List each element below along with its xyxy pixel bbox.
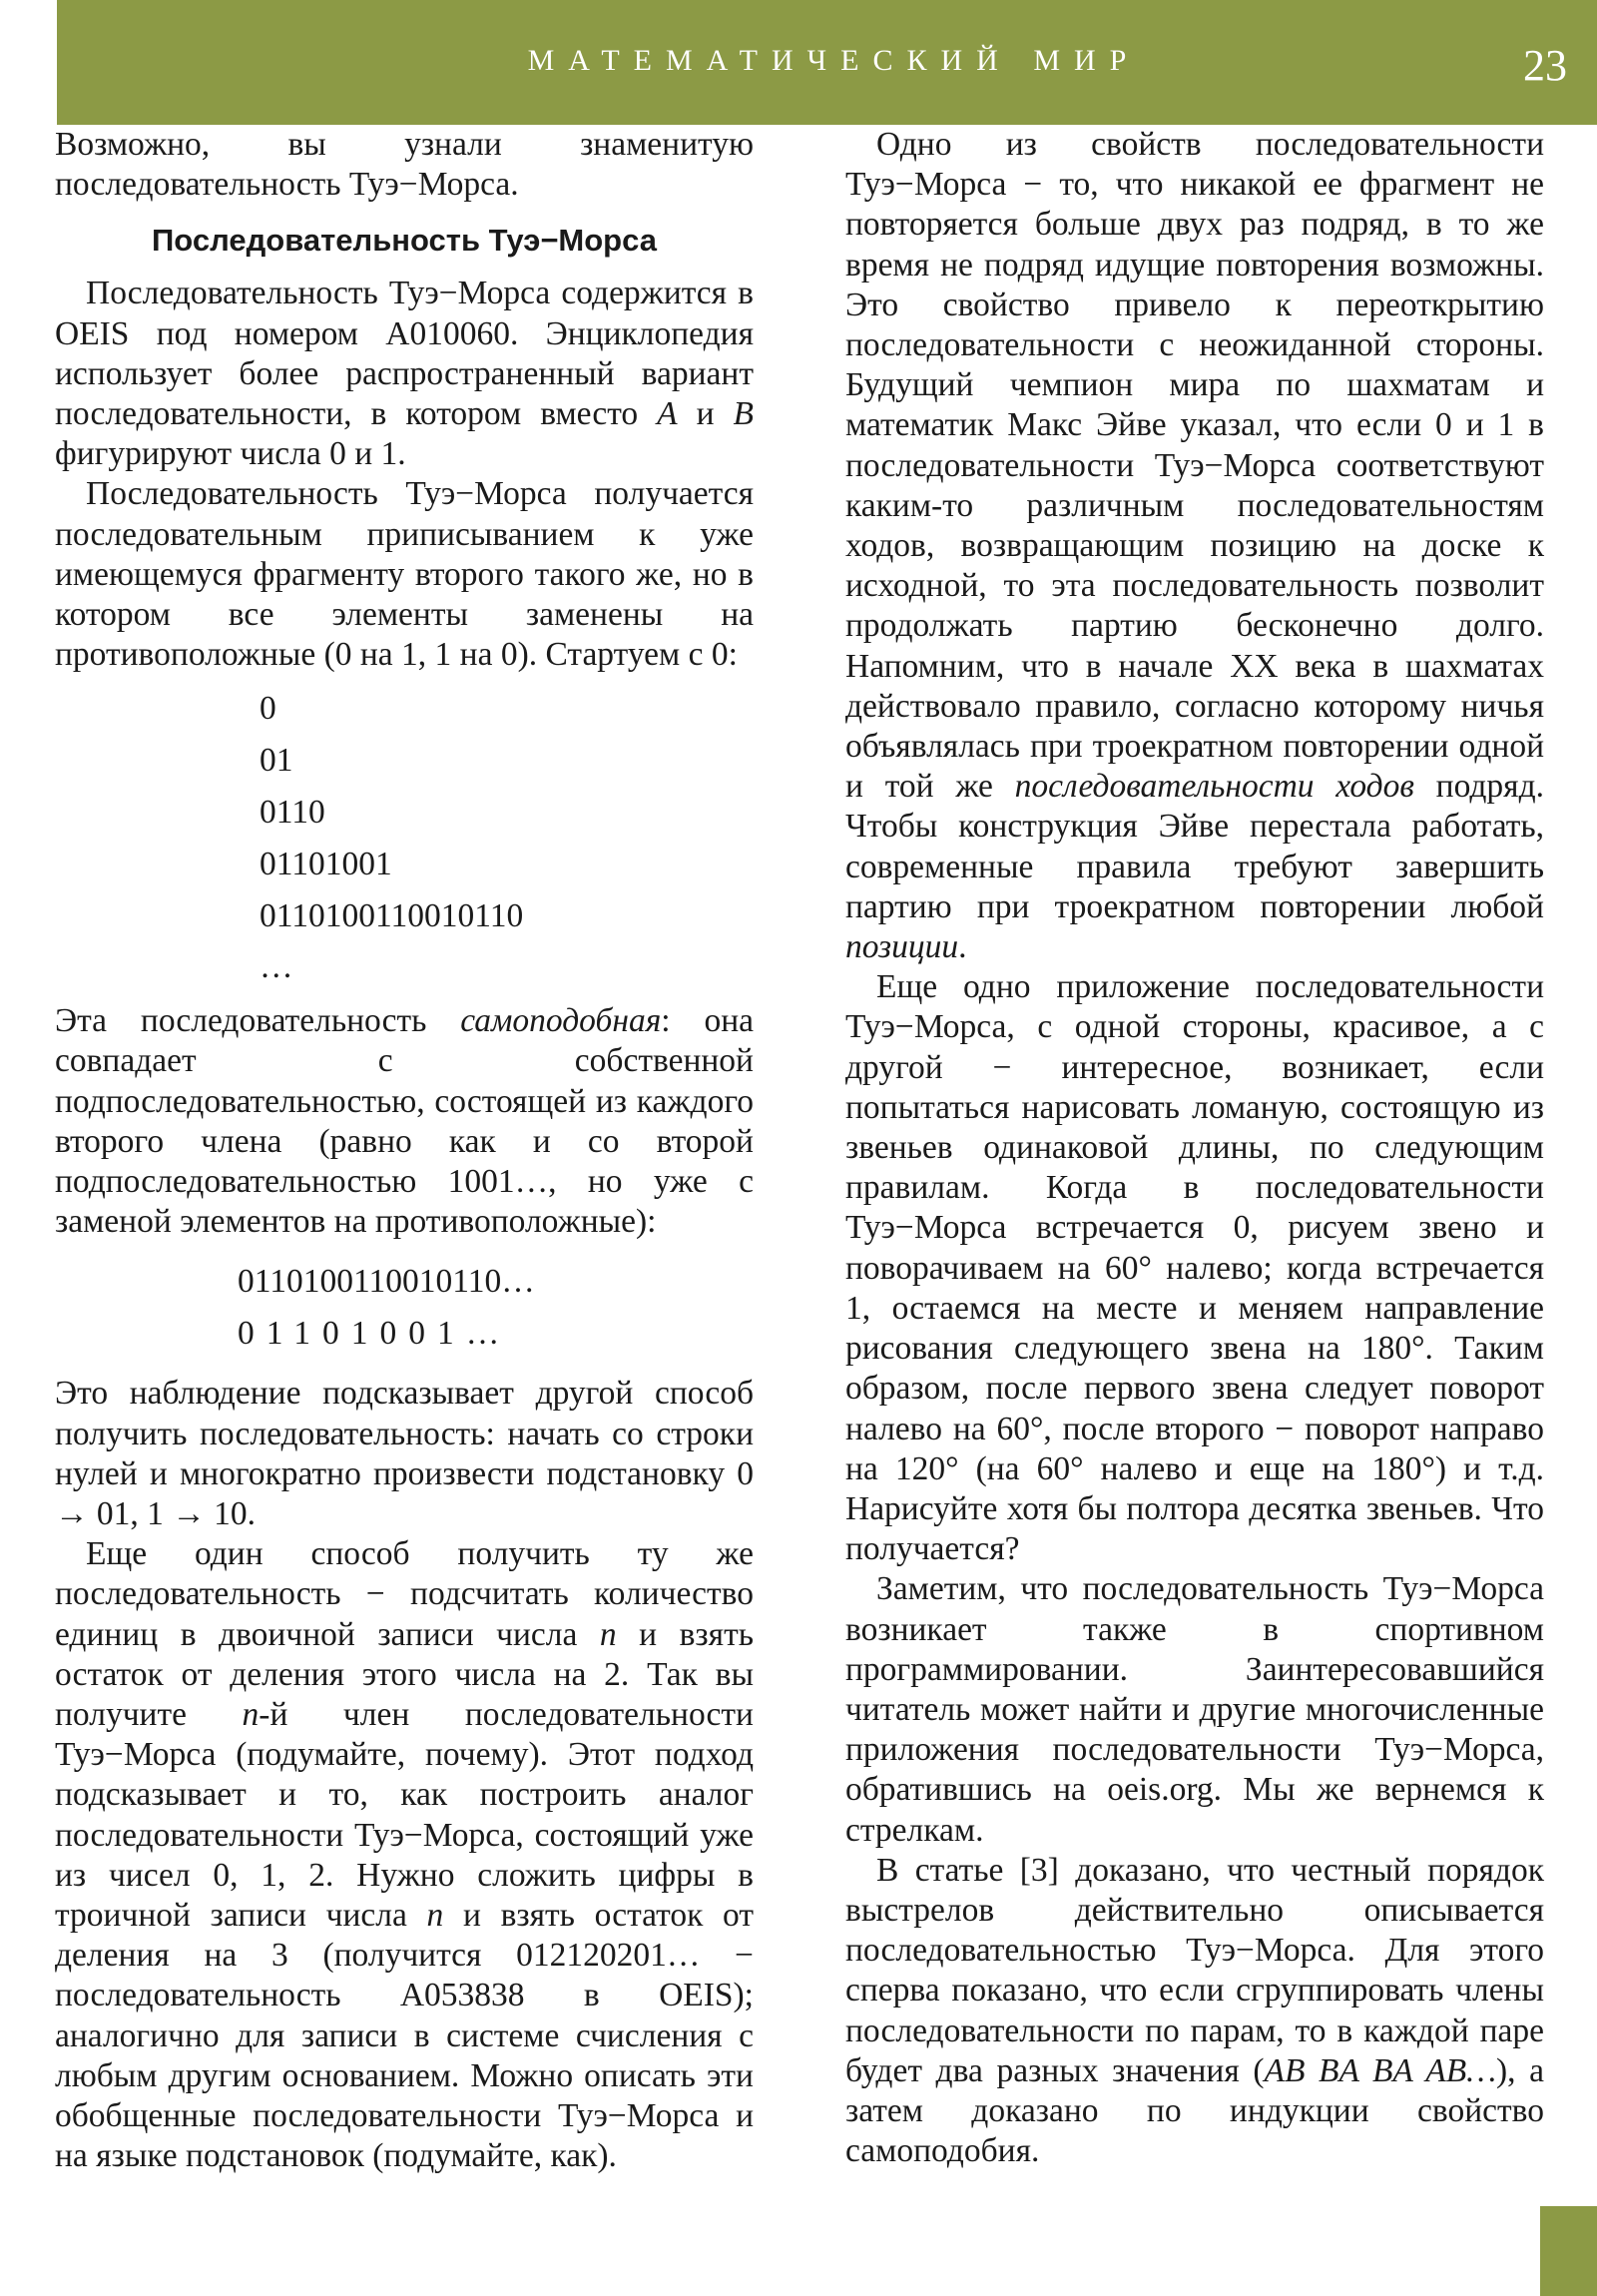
variable-n: n [599, 1615, 617, 1653]
text: Одно из свойств последовательности Туэ−Морса − то, что никакой ее фрагмент не повторяется больше двух раз подряд, в то же время не подряд идущие повторения возможны. Это свойство привело к переоткрытию последовательности с неожиданной стороны. Будущий чемпион мира по шахматам и математик Макс Эйве указал, что если 0 и 1 в последовательности Туэ−Морса соответствуют каким-то различным последовательностям ходов, возвращающим позицию на доске к исходной, то эта последовательность позволит продолжать партию бесконечно долго. Напомним, что в начале XX века в шахматах действовало правило, согласно которому ничья объявлялась при троекратном повторении одной и той же [845, 126, 1544, 806]
symbol-a: A [657, 395, 678, 433]
spaced-digits: 01101001 [238, 1315, 466, 1353]
emphasis: AB BA BA AB… [1264, 2051, 1496, 2089]
text: . [958, 928, 967, 966]
sequence-line [238, 1308, 754, 1360]
paragraph-intro: Возможно, вы узнали знаменитую последовательность Туэ−Морса. [55, 126, 754, 204]
sequence-list [260, 683, 754, 993]
emphasis: последовательности ходов [1014, 768, 1414, 806]
text: ), а затем доказано по индукции свойство самоподобия. [845, 2051, 1544, 2170]
symbol-b: B [733, 395, 754, 433]
sequence-line: 0110100110010110 [260, 896, 524, 934]
variable-n: n [242, 1696, 260, 1734]
subsequence-comparison [238, 1256, 754, 1360]
text: Эта последовательность [55, 1002, 461, 1040]
text: и взять остаток от деления этого числа на 2. Так вы получите [55, 1615, 754, 1734]
section-title: Последовательность Туэ−Морса [152, 223, 657, 259]
paragraph-chess [845, 125, 1544, 967]
header-bar [57, 0, 1597, 125]
text: Еще один способ получить ту же последовательность − подсчитать количество единиц в двоичной записи числа [55, 1535, 754, 1653]
text: и взять остаток от деления на 3 (получится 012120201… − последовательность A053838 в OEIS); аналогично для записи в системе счисления с любым другим основанием. Можно описать эти обобщенные последовательности Туэ−Морса и на языке подстановок (подумайте, как). [55, 1897, 754, 2175]
sequence-line: 0110 [260, 794, 325, 832]
text: : она совпадает с собственной подпоследовательностью, состоящей из каждого второго члена (равно как и со второй подпоследовательностью 1001…, но уже с заменой элементов на противоположные): [55, 1002, 754, 1241]
text: фигурируют числа 0 и 1. [55, 435, 406, 473]
paragraph-oeis [55, 274, 754, 474]
paragraph-proof [845, 1851, 1544, 2172]
page-number: 23 [1523, 41, 1567, 90]
sequence-line: 01101001 [260, 845, 392, 882]
text: -й член последовательности Туэ−Морса (подумайте, почему). Этот подход подсказывает и то, как построить аналог последовательности Туэ−Морса, состоящий уже из чисел 0, 1, 2. Нужно сложить цифры в троичной записи числа [55, 1696, 754, 1935]
paragraph-programming: Заметим, что последовательность Туэ−Морса возникает также в спортивном программировании. Заинтересовавшийся читатель может найти и другие многочисленные приложения последовательности Туэ−Морса, обратившись на oeis.org. Мы же вернемся к стрелкам. [845, 1570, 1544, 1849]
sequence-line: … [260, 948, 293, 986]
left-column [55, 125, 754, 2177]
text: Последовательность Туэ−Морса содержится в OEIS под номером A010060. Энциклопедия использует более распространенный вариант последовательности, в котором вместо [55, 275, 754, 433]
sequence-line: 0 [260, 690, 276, 728]
text: В статье [3] доказано, что честный порядок выстрелов действительно описывается последовательностью Туэ−Морса. Для этого сперва показано, что если сгруппировать члены последовательности по парам, то в каждой паре будет два разных значения ( [845, 1851, 1544, 2089]
corner-tab [1540, 2206, 1597, 2296]
variable-n: n [426, 1897, 444, 1935]
paragraph-substitution: Это наблюдение подсказывает другой способ получить последовательность: начать со строки нулей и многократно произвести подстановку 0 → 01, 1 → 10. [55, 1375, 754, 1533]
paragraph-binary-count [55, 1534, 754, 2176]
sequence-line: 01 [260, 742, 293, 780]
paragraph-self-similar [55, 1001, 754, 1242]
emphasis: самоподобная [460, 1002, 662, 1040]
paragraph-construction: Последовательность Туэ−Морса получается последовательным приписыванием к уже имеющемуся фрагменту второго такого же, но в котором все элементы заменены на противоположные (0 на 1, 1 на 0). Стартуем с 0: [55, 475, 754, 674]
emphasis: позиции [845, 928, 959, 966]
right-column [845, 125, 1544, 2171]
text: подряд. Чтобы конструкция Эйве перестала работать, современные правила требуют завершить партию при троекратном повторении любой [845, 768, 1544, 925]
running-header-title: МАТЕМАТИЧЕСКИЙ МИР [527, 44, 1141, 77]
text: и [677, 395, 734, 433]
paragraph-polyline: Еще одно приложение последовательности Туэ−Морса, с одной стороны, красивое, а с другой − интересное, возникает, если попытаться нарисовать ломаную, состоящую из звеньев одинаковой длины, по следующим правилам. Когда в последовательности Туэ−Морса встречается 0, рисуем звено и поворачиваем на 60° налево; когда встречается 1, остаемся на месте и меняем направление рисования следующего звена на 180°. Таким образом, после первого звена следует поворот налево на 60°, после второго − поворот направо на 120° (на 60° налево и еще на 180°) и т.д. Нарисуйте хотя бы полтора десятка звеньев. Что получается? [845, 968, 1544, 1568]
sequence-line: 0110100110010110… [238, 1263, 535, 1301]
ellipsis: … [465, 1315, 500, 1353]
